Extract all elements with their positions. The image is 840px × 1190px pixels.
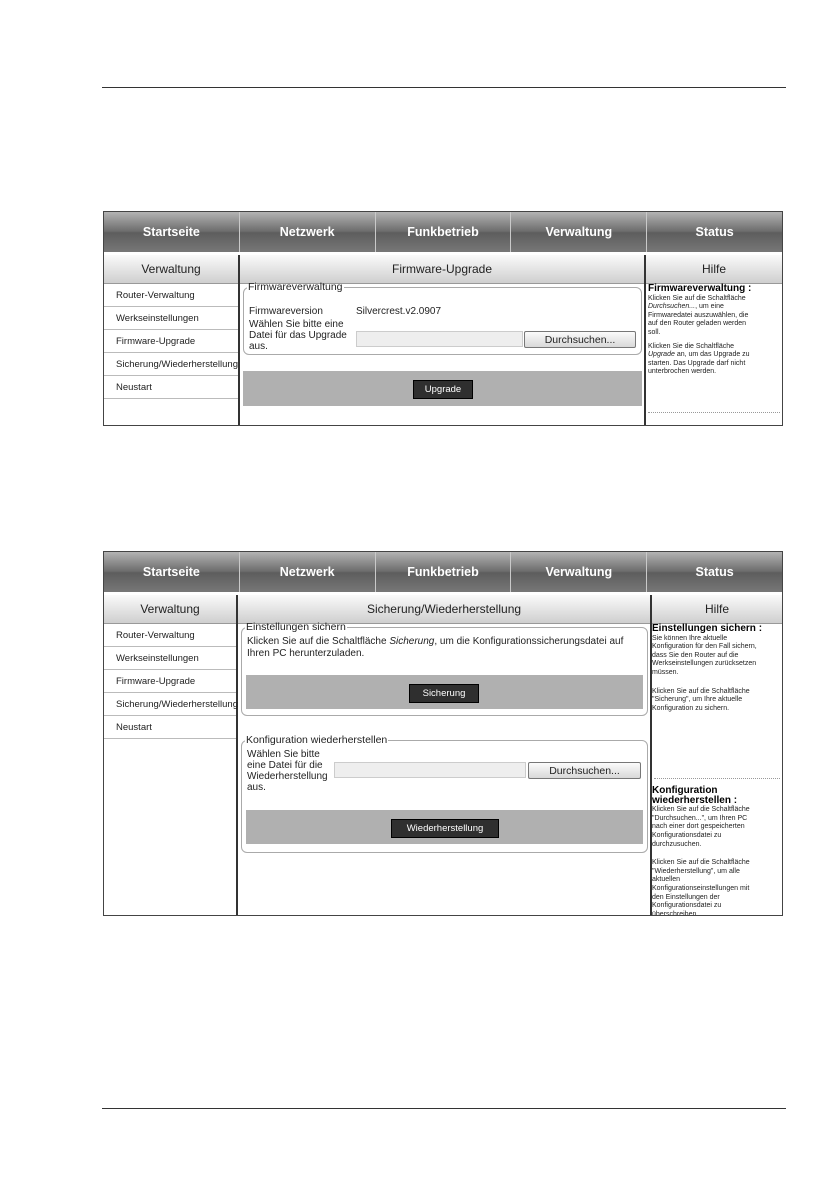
restore-label-line3: Wiederherstellung xyxy=(247,771,328,782)
sidebar-item-werkseinstellungen[interactable]: Werkseinstellungen xyxy=(104,647,236,670)
help-p3-2: nach einer dort gespeicherten xyxy=(652,823,745,831)
help-heading-restore-b: wiederherstellen : xyxy=(652,794,738,806)
firmware-version-value: Silvercrest.v2.0907 xyxy=(356,306,442,317)
backup-button[interactable]: Sicherung xyxy=(409,684,479,703)
sidebar-item-router-verwaltung[interactable]: Router-Verwaltung xyxy=(104,284,238,307)
sidebar-item-sicherung[interactable]: Sicherung/Wiederherstellung xyxy=(104,693,236,716)
help-p4-4: den Einstellungen der xyxy=(652,893,720,901)
help-panel xyxy=(646,255,782,425)
nav-funkbetrieb[interactable]: Funkbetrieb xyxy=(376,212,512,252)
help-text xyxy=(648,285,780,377)
help-p4-6: überschreiben. xyxy=(652,910,699,916)
help-text-restore xyxy=(652,787,782,916)
help-heading-backup: Einstellungen sichern : xyxy=(652,623,763,634)
main-title: Firmware-Upgrade xyxy=(240,255,644,284)
help-text xyxy=(652,625,782,713)
help-p2-e: unterbrochen werden. xyxy=(648,368,717,376)
restore-fieldset xyxy=(241,734,648,853)
browse-button[interactable]: Durchsuchen... xyxy=(524,331,636,348)
restore-label-line1: Wählen Sie bitte xyxy=(247,749,320,760)
help-p1-2: dass Sie den Router auf die xyxy=(652,651,739,659)
backup-text-a: Klicken Sie auf die Schaltfläche xyxy=(247,636,387,647)
help-p3-1: "Durchsuchen...", um Ihren PC xyxy=(652,814,748,822)
help-p4-0: Klicken Sie auf die Schaltfläche xyxy=(652,859,750,867)
backup-restore-screenshot xyxy=(103,551,783,916)
upgrade-button[interactable]: Upgrade xyxy=(413,380,473,399)
sidebar-title: Verwaltung xyxy=(104,595,236,624)
sidebar xyxy=(104,595,238,915)
sidebar-title: Verwaltung xyxy=(104,255,238,284)
nav-startseite[interactable]: Startseite xyxy=(104,552,240,592)
help-p1-c: , um eine xyxy=(695,303,724,311)
help-p3-0: Klicken Sie auf die Schaltfläche xyxy=(652,806,750,814)
help-p1-b: Durchsuchen... xyxy=(648,303,696,311)
restore-label-line4: aus. xyxy=(247,782,266,793)
main-panel xyxy=(238,595,652,915)
restore-label-line2: eine Datei für die xyxy=(247,760,323,771)
help-p1-0: Sie können Ihre aktuelle xyxy=(652,634,728,642)
help-panel xyxy=(652,595,782,915)
help-p2-c: an, um das Upgrade zu xyxy=(676,351,750,359)
help-p3-3: Konfigurationsdatei zu xyxy=(652,831,722,839)
help-p3-4: durchzusuchen. xyxy=(652,840,702,848)
help-p1-d: Firmwaredatei auszuwählen, die xyxy=(648,311,749,319)
help-p2-0: Klicken Sie auf die Schaltfläche xyxy=(652,687,750,695)
sidebar-item-werkseinstellungen[interactable]: Werkseinstellungen xyxy=(104,307,238,330)
help-p1-e: auf den Router geladen werden xyxy=(648,320,747,328)
sidebar-item-neustart[interactable]: Neustart xyxy=(104,376,238,399)
main-panel xyxy=(240,255,646,425)
backup-fieldset xyxy=(241,621,648,716)
help-title: Hilfe xyxy=(652,595,782,624)
nav-status[interactable]: Status xyxy=(695,565,734,579)
footer-rule xyxy=(102,1108,786,1109)
restore-browse-button[interactable]: Durchsuchen... xyxy=(528,762,641,779)
help-title: Hilfe xyxy=(646,255,782,284)
backup-text-b: Sicherung xyxy=(389,636,435,647)
firmware-upgrade-screenshot xyxy=(103,211,783,426)
restore-button[interactable]: Wiederherstellung xyxy=(391,819,499,838)
help-p2-a: Klicken Sie die Schaltfläche xyxy=(648,342,734,350)
nav-startseite[interactable]: Startseite xyxy=(104,212,240,252)
nav-status[interactable]: Status xyxy=(695,225,734,239)
top-navigation xyxy=(104,552,782,592)
nav-verwaltung[interactable]: Verwaltung xyxy=(511,212,647,252)
choose-file-label-line2: Datei für das Upgrade xyxy=(249,330,347,341)
choose-file-label-line1: Wählen Sie bitte eine xyxy=(249,319,344,330)
help-p1-1: Konfiguration für den Fall sichern, xyxy=(652,643,757,651)
help-p1-a: Klicken Sie auf die Schaltfläche xyxy=(648,294,746,302)
firmware-version-label: Firmwareversion xyxy=(249,306,323,317)
sidebar-item-firmware-upgrade[interactable]: Firmware-Upgrade xyxy=(104,330,238,353)
help-p2-2: Konfiguration zu sichern. xyxy=(652,704,730,712)
help-separator xyxy=(648,412,780,413)
nav-netzwerk[interactable]: Netzwerk xyxy=(240,212,376,252)
sidebar-item-router-verwaltung[interactable]: Router-Verwaltung xyxy=(104,624,236,647)
sidebar-item-neustart[interactable]: Neustart xyxy=(104,716,236,739)
sidebar-item-sicherung[interactable]: Sicherung/Wiederherstellung xyxy=(104,353,238,376)
firmware-legend: Firmwareverwaltung xyxy=(248,281,343,293)
help-p1-f: soll. xyxy=(648,328,661,336)
help-p4-2: aktuellen xyxy=(652,876,681,884)
backup-description xyxy=(247,636,647,660)
nav-funkbetrieb[interactable]: Funkbetrieb xyxy=(376,552,512,592)
restore-file-input[interactable] xyxy=(334,762,526,778)
help-heading: Firmwareverwaltung : xyxy=(648,283,752,294)
help-separator-1 xyxy=(654,778,780,779)
sidebar xyxy=(104,255,240,425)
nav-netzwerk[interactable]: Netzwerk xyxy=(240,552,376,592)
help-p4-1: "Wiederherstellung", um alle xyxy=(652,867,740,875)
main-title: Sicherung/Wiederherstellung xyxy=(238,595,650,624)
backup-text-d: Ihren PC herunterzuladen. xyxy=(247,648,365,659)
backup-text-c: , um die Konfigurationssicherungsdatei auf xyxy=(434,636,624,647)
top-navigation xyxy=(104,212,782,252)
help-p4-5: Konfigurationsdatei zu xyxy=(652,902,722,910)
backup-legend: Einstellungen sichern xyxy=(246,621,346,633)
help-p2-d: starten. Das Upgrade darf nicht xyxy=(648,359,746,367)
help-p4-3: Konfigurationseinstellungen mit xyxy=(652,884,750,892)
nav-verwaltung[interactable]: Verwaltung xyxy=(511,552,647,592)
help-p1-4: müssen. xyxy=(652,668,679,676)
header-rule xyxy=(102,87,786,88)
firmware-fieldset xyxy=(243,281,642,355)
firmware-file-input[interactable] xyxy=(356,331,523,347)
sidebar-item-firmware-upgrade[interactable]: Firmware-Upgrade xyxy=(104,670,236,693)
help-p2-b: Upgrade xyxy=(648,351,675,359)
help-p2-1: "Sicherung", um Ihre aktuelle xyxy=(652,696,743,704)
choose-file-label-line3: aus. xyxy=(249,341,268,352)
restore-legend: Konfiguration wiederherstellen xyxy=(246,734,388,746)
help-heading-restore-a: Konfiguration xyxy=(652,785,718,796)
help-p1-3: Werkseinstellungen zurücksetzen xyxy=(652,660,757,668)
